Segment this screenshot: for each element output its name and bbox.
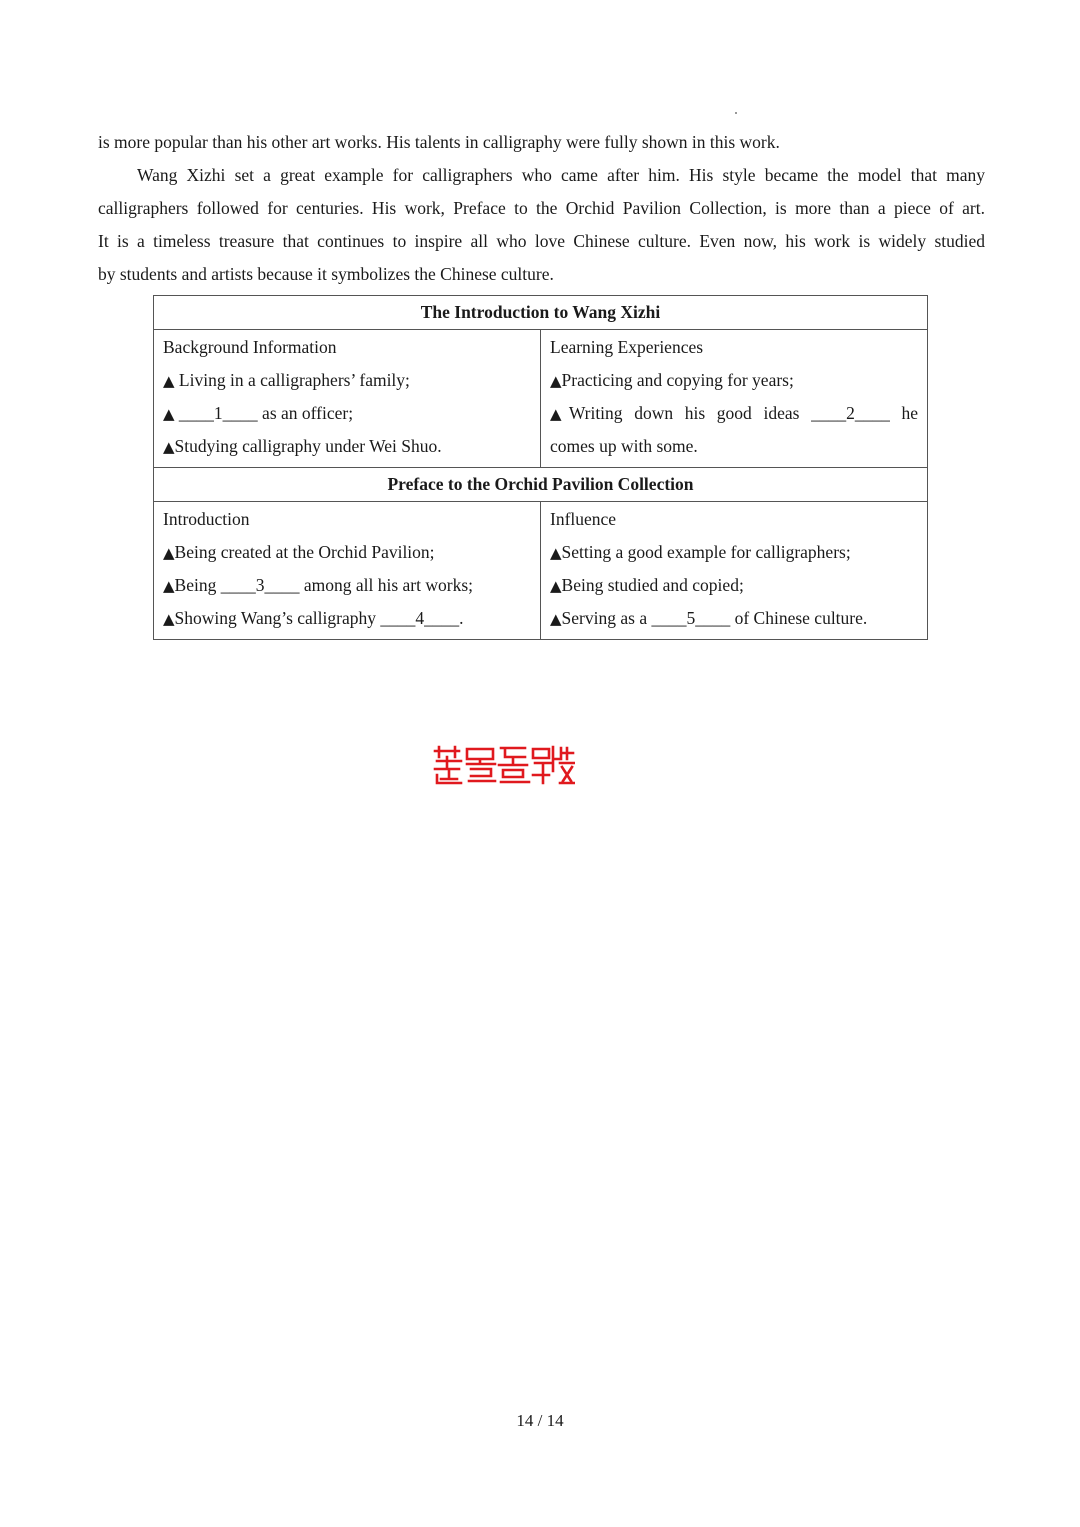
influence-heading: Influence <box>550 509 617 529</box>
introduction-item-3-text: Showing Wang’s calligraphy <box>174 608 376 628</box>
learning-item-2-continued: comes up with some. <box>550 436 698 456</box>
introduction-item-3-after: . <box>459 608 464 628</box>
background-item-1 <box>163 364 531 397</box>
background-item-3 <box>163 430 531 463</box>
blank-5[interactable]: ____5____ <box>651 608 731 628</box>
introduction-heading: Introduction <box>163 509 250 529</box>
influence-item-1 <box>550 536 918 569</box>
introduction-item-1 <box>163 536 531 569</box>
learning-item-2-text: Writing down his good ideas <box>568 403 800 423</box>
paragraph-2-line-3: It is a timeless treasure that continues to inspire all who love Chinese culture. Even now, his work is widely studied <box>98 231 985 251</box>
triangle-bullet-icon: ▲ <box>163 405 175 423</box>
influence-cell <box>541 502 928 640</box>
section-title-introduction: The Introduction to Wang Xizhi <box>154 296 928 330</box>
introduction-item-1-text: Being created at the Orchid Pavilion; <box>174 542 435 562</box>
passage-text <box>98 126 985 291</box>
background-item-2-text: as an officer; <box>262 403 354 423</box>
background-information-cell <box>154 330 541 468</box>
triangle-bullet-icon: ▲ <box>163 610 175 628</box>
introduction-item-3 <box>163 602 531 635</box>
blank-3[interactable]: ____3____ <box>220 575 300 595</box>
influence-item-3-after: of Chinese culture. <box>734 608 868 628</box>
blank-1[interactable]: ____1____ <box>178 403 258 423</box>
paragraph-2-line-4: by students and artists because it symbolizes the Chinese culture. <box>98 264 554 284</box>
triangle-bullet-icon: ▲ <box>163 544 175 562</box>
triangle-bullet-icon: ▲ <box>163 577 175 595</box>
influence-item-3 <box>550 602 918 635</box>
introduction-cell <box>154 502 541 640</box>
blank-4[interactable]: ____4____ <box>380 608 460 628</box>
learning-experiences-cell <box>541 330 928 468</box>
summary-table <box>153 295 928 640</box>
influence-item-3-text: Serving as a <box>561 608 648 628</box>
influence-item-2 <box>550 569 918 602</box>
learning-item-2 <box>550 397 918 430</box>
background-item-1-text: Living in a calligraphers’ family; <box>178 370 410 390</box>
red-seal-stamp-icon <box>433 745 575 785</box>
influence-item-2-text: Being studied and copied; <box>561 575 744 595</box>
triangle-bullet-icon: ▲ <box>163 438 175 456</box>
learning-item-1-text: Practicing and copying for years; <box>561 370 794 390</box>
page-number: 14 / 14 <box>516 1411 564 1430</box>
blank-2[interactable]: ____2____ <box>811 403 890 423</box>
learning-item-1 <box>550 364 918 397</box>
paragraph-2-line-2: calligraphers followed for centuries. His work, Preface to the Orchid Pavilion Collection, is more than a piece of art. <box>98 198 985 218</box>
triangle-bullet-icon: ▲ <box>550 610 562 628</box>
influence-item-1-text: Setting a good example for calligraphers; <box>561 542 851 562</box>
background-item-2 <box>163 397 531 430</box>
stray-dot-mark <box>735 112 737 114</box>
triangle-bullet-icon: ▲ <box>550 405 569 423</box>
paragraph-2-line-1: Wang Xizhi set a great example for calligraphers who came after him. His style became the model that many <box>137 165 985 185</box>
background-item-3-text: Studying calligraphy under Wei Shuo. <box>174 436 442 456</box>
introduction-item-2 <box>163 569 531 602</box>
triangle-bullet-icon: ▲ <box>550 544 562 562</box>
paragraph-1-line-1: is more popular than his other art works. His talents in calligraphy were fully shown in this work. <box>98 132 780 152</box>
triangle-bullet-icon: ▲ <box>550 577 562 595</box>
background-heading: Background Information <box>163 337 337 357</box>
section-title-preface: Preface to the Orchid Pavilion Collection <box>154 468 928 502</box>
learning-heading: Learning Experiences <box>550 337 704 357</box>
triangle-bullet-icon: ▲ <box>550 372 562 390</box>
introduction-item-2-after: among all his art works; <box>303 575 473 595</box>
triangle-bullet-icon: ▲ <box>163 372 175 390</box>
learning-item-2-after: he <box>901 403 919 423</box>
introduction-item-2-text: Being <box>174 575 217 595</box>
